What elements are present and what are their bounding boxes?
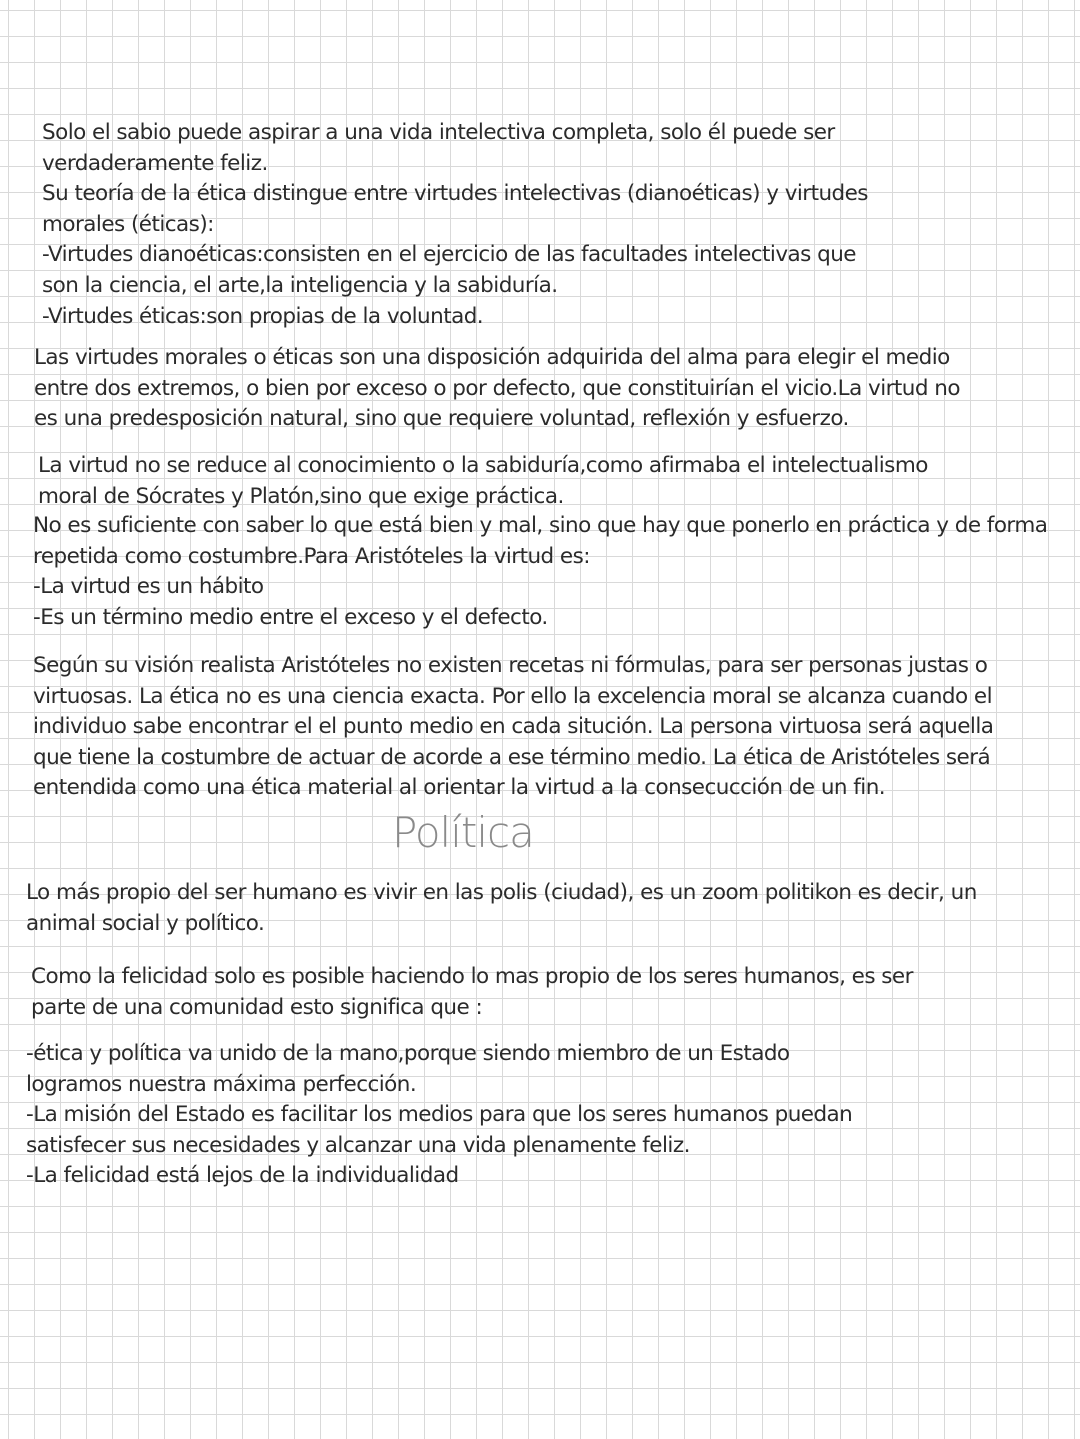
- text-line: son la ciencia, el arte,la inteligencia y la sabiduría.: [42, 272, 558, 298]
- text-line: -Es un término medio entre el exceso y el defecto.: [33, 604, 548, 630]
- text-line: Solo el sabio puede aspirar a una vida intelectiva completa, solo él puede ser: [42, 120, 835, 145]
- text-line: entendida como una ética material al orientar la virtud a la consecucción de un fin.: [33, 775, 886, 801]
- text-line: -ética y política va unido de la mano,porque siendo miembro de un Estado: [26, 1041, 790, 1066]
- paragraph-moral-virtues: [34, 343, 960, 435]
- text-line: -Virtudes dianoéticas:consisten en el ejercicio de las facultades intelectivas que: [42, 242, 856, 268]
- text-line: animal social y político.: [26, 910, 265, 936]
- text-line: morales (éticas):: [42, 211, 214, 237]
- paragraph-virtue-habit: [33, 511, 1047, 633]
- paragraph-state-list: [26, 1039, 852, 1192]
- paragraph-realist-vision: [33, 651, 993, 804]
- text-line: satisfecer sus necesidades y alcanzar una vida plenamente feliz.: [26, 1132, 690, 1158]
- text-line: -La felicidad está lejos de la individualidad: [26, 1163, 459, 1189]
- text-line: parte de una comunidad esto significa que :: [31, 994, 483, 1020]
- paragraph-intellectualism: [38, 451, 928, 512]
- paragraph-wisdom-virtues: [42, 118, 868, 332]
- text-line: logramos nuestra máxima perfección.: [26, 1071, 417, 1097]
- text-line: entre dos extremos, o bien por exceso o por defecto, que constituirían el vicio.La virtud no: [34, 375, 960, 401]
- text-line: La virtud no se reduce al conocimiento o la sabiduría,como afirmaba el intelectualismo: [38, 453, 928, 478]
- text-line: Su teoría de la ética distingue entre virtudes intelectivas (dianoéticas) y virtudes: [42, 181, 868, 207]
- text-line: repetida como costumbre.Para Aristóteles la virtud es:: [33, 543, 590, 569]
- text-line: verdaderamente feliz.: [42, 150, 268, 176]
- text-line: moral de Sócrates y Platón,sino que exige práctica.: [38, 483, 564, 509]
- paragraph-community: [31, 962, 913, 1023]
- text-line: Como la felicidad solo es posible haciendo lo mas propio de los seres humanos, es ser: [31, 964, 913, 989]
- text-line: Según su visión realista Aristóteles no existen recetas ni fórmulas, para ser personas justas o: [33, 653, 988, 678]
- text-line: Lo más propio del ser humano es vivir en las polis (ciudad), es un zoom politikon es decir, un: [26, 880, 977, 905]
- text-line: que tiene la costumbre de actuar de acorde a ese término medio. La ética de Aristóteles será: [33, 744, 991, 770]
- section-heading-politica: Política: [392, 808, 534, 857]
- text-line: No es suficiente con saber lo que está bien y mal, sino que hay que ponerlo en práctica y de forma: [33, 513, 1048, 538]
- text-line: -La misión del Estado es facilitar los medios para que los seres humanos puedan: [26, 1102, 853, 1128]
- text-line: es una predesposición natural, sino que requiere voluntad, reflexión y esfuerzo.: [34, 406, 849, 432]
- paragraph-zoon-politikon: [26, 878, 977, 939]
- text-line: virtuosas. La ética no es una ciencia exacta. Por ello la excelencia moral se alcanza cuando el: [33, 683, 993, 709]
- text-line: -La virtud es un hábito: [33, 574, 264, 600]
- text-line: Las virtudes morales o éticas son una disposición adquirida del alma para elegir el medio: [34, 345, 950, 370]
- text-line: individuo sabe encontrar el el punto medio en cada situción. La persona virtuosa será aquella: [33, 714, 994, 740]
- text-line: -Virtudes éticas:son propias de la voluntad.: [42, 303, 484, 329]
